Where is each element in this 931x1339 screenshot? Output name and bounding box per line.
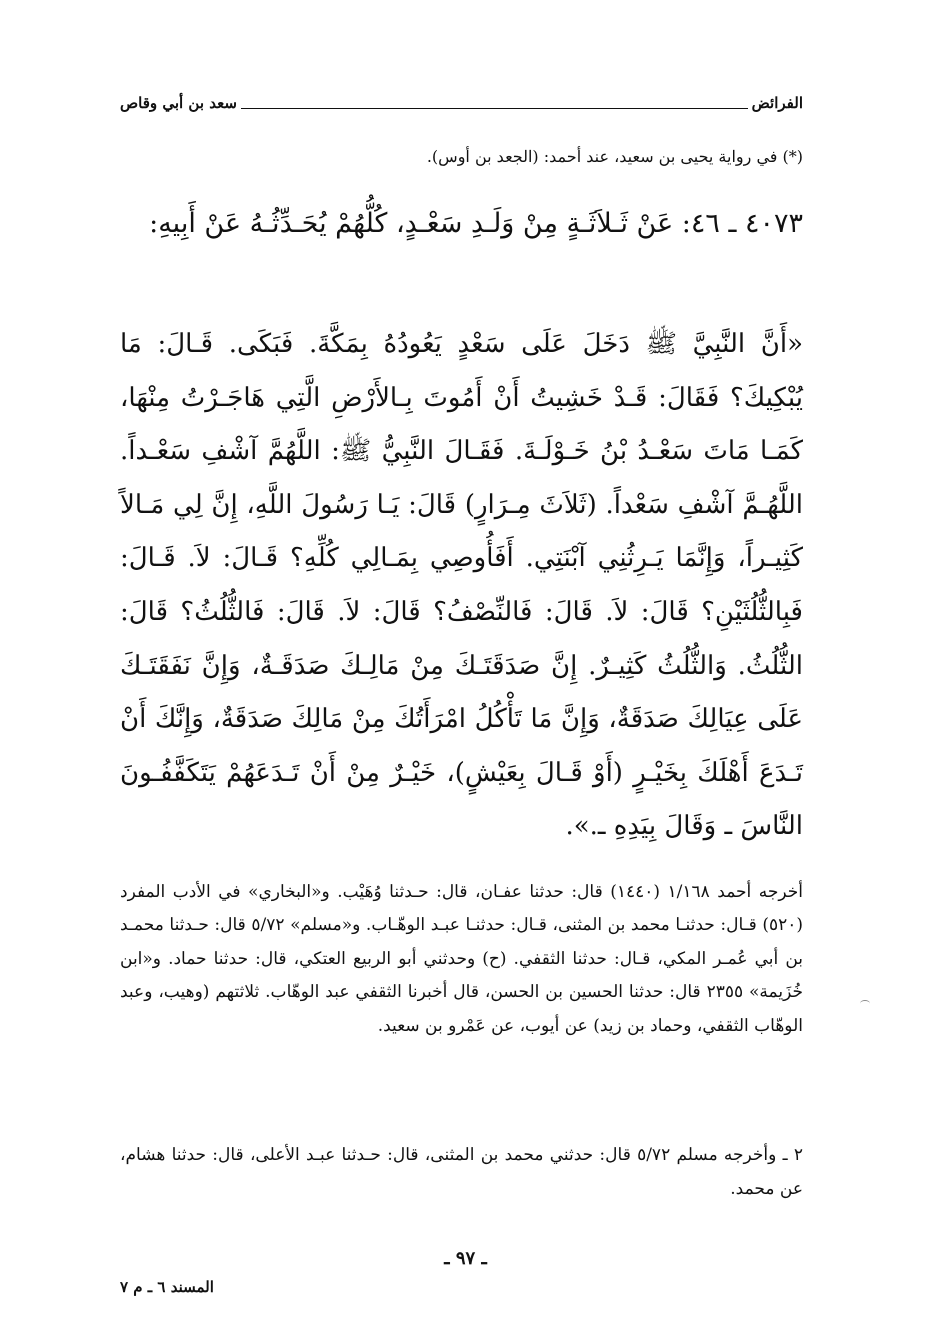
footnote-narration: (*) في رواية يحيى بن سعيد، عند أحمد: (الجعد بن أوس). [426, 147, 803, 166]
hadith-heading: ٤٠٧٣ ـ ٤٦: عَنْ ثَـلاَثَـةٍ مِنْ وَلَـدِ سَعْـدٍ، كُلُّهُمْ يُحَـدِّثُـهُ عَنْ أَبِيهِ: [149, 208, 803, 239]
chapter-title: الفرائض [751, 94, 803, 112]
page-number: ـ ٩٧ ـ [444, 1248, 487, 1269]
running-header [120, 88, 803, 118]
scan-mark [860, 1000, 870, 1007]
takhrij-paragraph-2: ٢ ـ وأخرجه مسلم ٥/٧٢ قال: حدثني محمد بن المثنى، قال: حـدثنا عبـد الأعلى، قال: حدثنا هشام، عن محمد. [120, 1145, 803, 1199]
header-rule [241, 98, 748, 109]
hadith-text: «أَنَّ النَّبِيَّ ﷺ دَخَلَ عَلَى سَعْدٍ يَعُودُهُ بِمَكَّةَ. فَبَكَى. قَـالَ: مَا يُبْكِيكَ؟ فَقَالَ: قَـدْ خَشِيتُ أَنْ أَمُوتَ بِـالأَرْضِ الَّتِي هَاجَـرْتُ مِنْهَا، كَمَـا مَاتَ سَعْـدُ بْنُ خَـوْلَـةَ. فَقَـالَ النَّبِيُّ ﷺ: اللَّهُمَّ آشْفِ سَعْـداً. اللَّهُـمَّ آشْفِ سَعْداً. (ثَلاَثَ مِـرَارٍ) قَالَ: يَـا رَسُولَ اللَّهِ، إِنَّ لِي مَـالاً كَثِيـراً، وَإِنَّمَا يَـرِثُنِي آبْنَتِي. أَفَأُوصِي بِمَـالِي كُلِّهِ؟ قَـالَ: لاَ. قَـالَ: فَبِالثُّلُثَيْنِ؟ قَالَ: لاَ. قَالَ: فَالنِّصْفُ؟ قَالَ: لاَ. قَالَ: فَالثُّلُثُ؟ قَالَ: الثُّلُثُ. وَالثُّلُثُ كَثِيـرٌ. إِنَّ صَدَقَتَـكَ مِنْ مَالِـكَ صَدَقَـةٌ، وَإِنَّ نَفَقَتَـكَ عَلَى عِيَالِكَ صَدَقَةٌ، وَإِنَّ مَا تَأْكُلُ امْرَأَتُكَ مِنْ مَالِكَ صَدَقَةٌ، وَإِنَّكَ أَنْ تَـدَعَ أَهْلَكَ بِخَيْـرٍ (أَوْ قَـالَ بِعَيْشٍ)، خَيْـرٌ مِنْ أَنْ تَـدَعَهُمْ يَتَكَفَّفُـونَ النَّاسَ ـ وَقَالَ بِيَدِهِ ـ.». [120, 329, 803, 842]
takhrij-paragraph-1: أخرجه أحمد ١/١٦٨ (١٤٤٠) قال: حدثنا عفـان، قال: حـدثنا وُهَيْب. و«البخاري» في الأدب المفرد (٥٢٠) قـال: حدثنـا محمد بن المثنى، قـال: حدثنـا عبـد الوهّـاب. و«مسلم» ٥/٧٢ قال: حـدثنا محمـد بن أبي عُمـر المكي، قـال: حدثنا الثقفي. (ح) وحدثني أبو الربيع العتكي، قال: حدثنا حماد. و«ابن خُزَيمة» ٢٣٥٥ قال: حدثنا الحسين بن الحسن، قال أخبرنا الثقفي عبد الوهّاب. ثلاثتهم (وهيب، وعبد الوهّاب الثقفي، وحماد بن زيد) عن أيوب، عن عَمْرو بن سعيد. [120, 882, 804, 1036]
printer-signature: المسند ٦ ـ م ٧ [120, 1278, 214, 1296]
companion-name: سعد بن أبي وقاص [120, 94, 237, 112]
